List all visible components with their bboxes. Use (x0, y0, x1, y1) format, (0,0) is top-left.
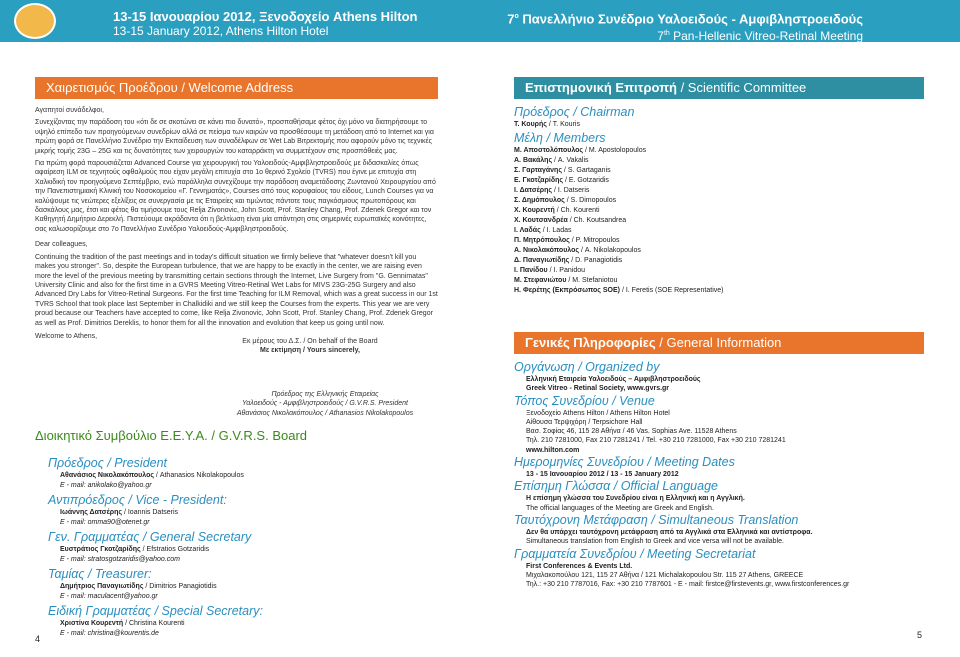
header-date-gr: 13-15 Ιανουαρίου 2012, Ξενοδοχείο Athens Hilton (113, 9, 418, 24)
member-name-en: / A. Vakalis (552, 157, 589, 164)
member-name-en: / I. Ladas (540, 227, 572, 234)
greeting-gr: Αγαπητοί συνάδελφοι, (35, 107, 104, 114)
role-title: Αντιπρόεδρος / Vice - President: (48, 493, 227, 507)
welcome-text (35, 106, 438, 344)
board-role-general-secretary (48, 530, 348, 565)
member-name-en: / I. Datseris (552, 187, 590, 194)
president-line-3: Αθανάσιος Νικολακόπουλος / Athanasios Nikolakopoulos (236, 409, 414, 417)
member-name-gr: Σ. Γαρταγάνης (514, 167, 562, 174)
member-name-en: / S. Dimopoulos (564, 197, 617, 204)
role-email: E - mail: maculacent@yahoo.gr (60, 593, 158, 600)
committee-member (514, 246, 924, 256)
president-line-1: Πρόεδρος της Ελληνικής Εταιρείας (271, 391, 379, 398)
members-list (514, 146, 924, 296)
committee-member (514, 236, 924, 246)
member-name-gr: Μ. Στεφανιώτου (514, 277, 567, 284)
paragraph-2: Για πρώτη φορά παρουσιάζεται Advanced Course για χειρουργική του Υαλοειδούς-Αμφιβληστροειδούς με διδασκαλίες όπως αφαίρεση ILM σε τεχνητούς οφθαλμούς που είχαν μεγάλη επιτυχία στο 1ο θερινό Σχολείο (TVRS) που έγινε με επιτυχία στη Χαλκιδική τον προηγούμενο Σεπτέμβριο, ενώ παράλληλα συνεχίζουμε την παράδοση αναμετάδοσης Ζωντανού Χειρουργείου από την Πανεπιστημιακή Κλινική του Νοσοκομείου «Γ. Γεννηματάς», Courses από τους κορυφαίους του είδους, Lunch Courses για να καλύψουμε τις νεώτερες εξελίξεις σε συνεργασία με τις Εταιρείες και τιμώντας πάντοτε τους παγκόσμιους πρωτοπόρους και δασκάλους μας, έτσι και φέτος θα τιμήσουμε τους Relja Zivonovic, John Scott, Prof. Stanley Chang, Prof. Zdenek Gregor και τον Καθηγητή Δημήτριο Δερεκλή. Πιστεύουμε ακράδαντα ότι η βελτίωση είναι μία απάντηση στις σημερινές ευρωπαϊκές κοινότητες, σας καλωσορίζουμε στο 7ο Πανελλήνιο Συνέδριο Υαλοειδούς-Αμφιβληστροειδούς. (35, 160, 436, 233)
header-meeting-gr: $7^o$ Πανελλήνιο Συνέδριο Υαλοειδούς - Αμφιβληστροειδούς (507, 11, 863, 27)
org-line-2: Greek Vitreo - Retinal Society, www.gvrs.gr (526, 385, 670, 393)
translation-title: Ταυτόχρονη Μετάφραση / Simultaneous Translation (514, 512, 799, 527)
committee-bar-en: / Scientific Committee (676, 80, 807, 95)
committee-member (514, 286, 924, 296)
role-email: E - mail: omma90@otenet.gr (60, 519, 150, 526)
member-name-gr: Σ. Δημόπουλος (514, 197, 565, 204)
greeting-en: Dear colleagues, (35, 241, 88, 249)
committee-member (514, 176, 924, 186)
header-left (113, 9, 417, 39)
secretariat-line-2: Μιχαλακοπούλου 121, 115 27 Αθήνα / 121 Michalakopoulou Str. 115 27 Athens, GREECE (526, 571, 804, 579)
language-title: Επίσημη Γλώσσα / Official Language (514, 479, 718, 494)
committee-member (514, 186, 924, 196)
page-number-left: 4 (35, 634, 41, 644)
sign-line-2: Με εκτίμηση / Yours sincerely, (260, 347, 360, 355)
committee-member (514, 226, 924, 236)
closing: Welcome to Athens, (35, 332, 98, 340)
member-name-en: / I. Feretis (SOE Representative) (620, 287, 724, 294)
role-email: E - mail: stratosgotzaridis@yahoo.com (60, 556, 180, 563)
language-line-1: Η επίσημη γλώσσα του Συνεδρίου είναι η Ελληνική και η Αγγλική. (526, 495, 745, 503)
member-name-en: / P. Mitropoulos (569, 237, 620, 244)
header-right (507, 9, 863, 44)
venue-website[interactable]: www.hilton.com (526, 446, 580, 454)
member-name-gr: Α. Νικολακόπουλος (514, 247, 579, 254)
venue-line-1: Ξενοδοχείο Athens Hilton / Athens Hilton Hotel (526, 409, 670, 417)
general-info (514, 360, 934, 589)
translation-line-1: Δεν θα υπάρχει ταυτόχρονη μετάφραση από τα Αγγλικά στα Ελληνικά και αντίστροφα. (526, 528, 813, 536)
role-name: Ευστράτιος Γκοτζαρίδης / Efstratios Gotzaridis (60, 546, 210, 553)
committee-member (514, 166, 924, 176)
secretariat-line-3: Τηλ.: +30 210 7787016, Fax: +30 210 7787601 - E - mail: firstce@firstevents.gr, www.firstconferences.gr (526, 581, 850, 589)
committee-member (514, 146, 924, 156)
member-name-gr: Ι. Λαδάς (514, 227, 541, 234)
member-name-en: / M. Stefaniotou (566, 277, 618, 284)
welcome-bar-en: / Welcome Address (177, 80, 294, 95)
role-name: Ιωάννης Δατσέρης / Ioannis Datseris (60, 509, 179, 516)
member-name-gr: Α. Βακάλης (514, 157, 553, 164)
role-name: Αθανάσιος Νικολακόπουλος / Athanasios Nikolakopoulos (60, 472, 244, 479)
role-email: E - mail: christina@kourentis.de (60, 630, 159, 637)
member-name-en: / S. Gartaganis (561, 167, 611, 174)
language-line-2: The official languages of the Meeting are Greek and English. (526, 504, 714, 512)
chair-title: Πρόεδρος / Chairman (514, 105, 635, 119)
member-name-en: / A. Nikolakopoulos (579, 247, 641, 254)
member-name-gr: Π. Μητρόπουλος (514, 237, 570, 244)
member-name-en: / Ch. Koutsandrea (567, 217, 627, 224)
committee-bar-gr: Επιστημονική Επιτροπή (525, 80, 677, 95)
general-bar-gr: Γενικές Πληροφορίες (525, 335, 656, 350)
board-role-special-secretary (48, 604, 348, 639)
president-line-2: Υαλοειδούς - Αμφιβληστροειδούς / G.V.R.S. President (242, 400, 408, 408)
paragraph-3: Continuing the tradition of the past meetings and in today's difficult situation we firmly believe that "whatever doesn't kill you makes you stronger". So, despite the European turbulence, that we are happy to be exactly in the center, we are raising even more the level of the previous meeting by transmitting certain sections through the Internet, Live Surgery from "G. Gennimatas" University Clinic and also for the first time in a GVRS Meeting Vitreo-Retinal Wet Labs for MIVS 23G-25G Surgery and also Advanced Dry Labs for Vitreo-Retinal Surgeons. For the first time Teaching for ILM Removal, which was a great success in our 1st TVRS School that took place last September in Chalkidiki and we still keep the Courses from the experts. This year we are very proud because our Teachers have accepted to come, like Relja Zivonovic, John Scott, Prof. Stanley Chang, Prof. Zdenek Gregor as well as Prof. Dimitrios Dereklis, to honor them for all the innovation and evolution that keep us going until now. (35, 253, 438, 327)
committee-member (514, 256, 924, 266)
committee-member (514, 196, 924, 206)
committee-member (514, 156, 924, 166)
role-title: Γεν. Γραμματέας / General Secretary (48, 530, 252, 544)
venue-line-3: Βασ. Σοφίας 46, 115 28 Αθήνα / 46 Vas. Sophias Ave. 11528 Athens (526, 428, 737, 436)
board-title: Διοικητικό Συμβούλιο Ε.Ε.Υ.Α. / G.V.R.S. Board (35, 428, 308, 443)
signature-president (200, 390, 450, 418)
page-number-right: 5 (917, 630, 923, 640)
member-name-gr: Χ. Κουρεντή (514, 207, 555, 214)
header-bar (0, 0, 960, 42)
member-name-gr: Χ. Κουτσανδρέα (514, 217, 568, 224)
member-name-en: / I. Panidou (547, 267, 585, 274)
members-title: Μέλη / Members (514, 131, 606, 145)
translation-line-2: Simultaneous translation from English to Greek and vice versa will not be available. (526, 538, 784, 546)
committee-list (514, 105, 924, 296)
committee-member (514, 216, 924, 226)
venue-title: Τόπος Συνεδρίου / Venue (514, 393, 655, 408)
chair-name: Τ. Κουρής / T. Kouris (514, 121, 580, 128)
secretariat-title: Γραμματεία Συνεδρίου / Meeting Secretariat (514, 546, 756, 561)
venue-line-2: Αίθουσα Τερψιχόρη / Terpsichore Hall (526, 418, 643, 426)
board-role-vice-president (48, 493, 348, 528)
member-name-gr: Ε. Γκοτζαρίδης (514, 177, 564, 184)
member-name-gr: Ι. Δατσέρης (514, 187, 553, 194)
member-name-en: / Ch. Kourenti (554, 207, 600, 214)
sign-line-1: Εκ μέρους του Δ.Σ. / On behalf of the Board (242, 338, 378, 345)
role-name: Δημήτριος Παναγιωτίδης / Dimitrios Panagiotidis (60, 583, 217, 590)
org-line-1: Ελληνική Εταιρεία Υαλοειδούς – Αμφιβληστροειδούς (526, 376, 701, 383)
role-title: Ειδική Γραμματέας / Special Secretary: (48, 604, 263, 618)
gvrs-logo (14, 3, 56, 39)
venue-line-4: Τηλ. 210 7281000, Fax 210 7281241 / Tel. +30 210 7281000, Fax +30 210 7281241 (526, 437, 786, 445)
welcome-bar (35, 77, 438, 99)
member-name-en: / D. Panagiotidis (569, 257, 623, 264)
committee-member (514, 266, 924, 276)
member-name-gr: Ι. Πανίδου (514, 267, 548, 274)
board-role-treasurer (48, 567, 348, 602)
role-title: Ταμίας / Treasurer: (48, 567, 152, 581)
member-name-gr: Δ. Παναγιωτίδης (514, 257, 570, 264)
header-meeting-en: 7th Pan-Hellenic Vitreo-Retinal Meeting (657, 29, 863, 44)
organized-title: Οργάνωση / Organized by (514, 360, 660, 374)
paragraph-1: Συνεχίζοντας την παράδοση του «ότι δε σε σκοτώνει σε κάνει πιο δυνατό», προσπαθήσαμε φέτος όχι μόνο να διατηρήσουμε το υψηλό επίπεδο των προηγούμενων συνεδρίων αλλά σε πείσμα των καιρών να προσθέσουμε τη μετάδοση από το Internet και για πρώτη φορά σε Πανελλήνιο Συνέδριο την Εκπαίδευση των συναδέλφων σε Wet Lab Βιτρεκτομής που αφορούν μόνο τις τεχνικές μικρής τομής 23G – 25G και τις δυνατότητες των χειρουργών του καταρράκτη να συμμετέχουν στις προσπάθειές μας. (35, 119, 434, 155)
role-title: Πρόεδρος / President (48, 456, 168, 470)
member-name-gr: Η. Φερέτης (Εκπρόσωπος SOE) (514, 287, 621, 294)
member-name-gr: Μ. Αποστολόπουλος (514, 147, 584, 154)
committee-member (514, 276, 924, 286)
dates-line: 13 - 15 Ιανουαρίου 2012 / 13 - 15 January 2012 (526, 471, 679, 479)
signature-board (200, 337, 420, 356)
secretariat-line-1: First Conferences & Events Ltd. (526, 562, 633, 570)
general-bar-en: / General Information (655, 335, 782, 350)
dates-title: Ημερομηνίες Συνεδρίου / Meeting Dates (514, 455, 735, 470)
board-list (48, 456, 348, 639)
committee-bar (514, 77, 924, 99)
general-bar (514, 332, 924, 354)
committee-member (514, 206, 924, 216)
header-date-en: 13-15 January 2012, Athens Hilton Hotel (113, 24, 329, 38)
board-role-president (48, 456, 348, 491)
role-name: Χριστίνα Κουρεντή / Christina Kourenti (60, 620, 185, 627)
role-email: E - mail: anikolako@yahoo.gr (60, 482, 152, 489)
member-name-en: / M. Apostolopoulos (583, 147, 647, 154)
member-name-en: / E. Gotzaridis (563, 177, 609, 184)
welcome-bar-gr: Χαιρετισμός Προέδρου (46, 80, 178, 95)
